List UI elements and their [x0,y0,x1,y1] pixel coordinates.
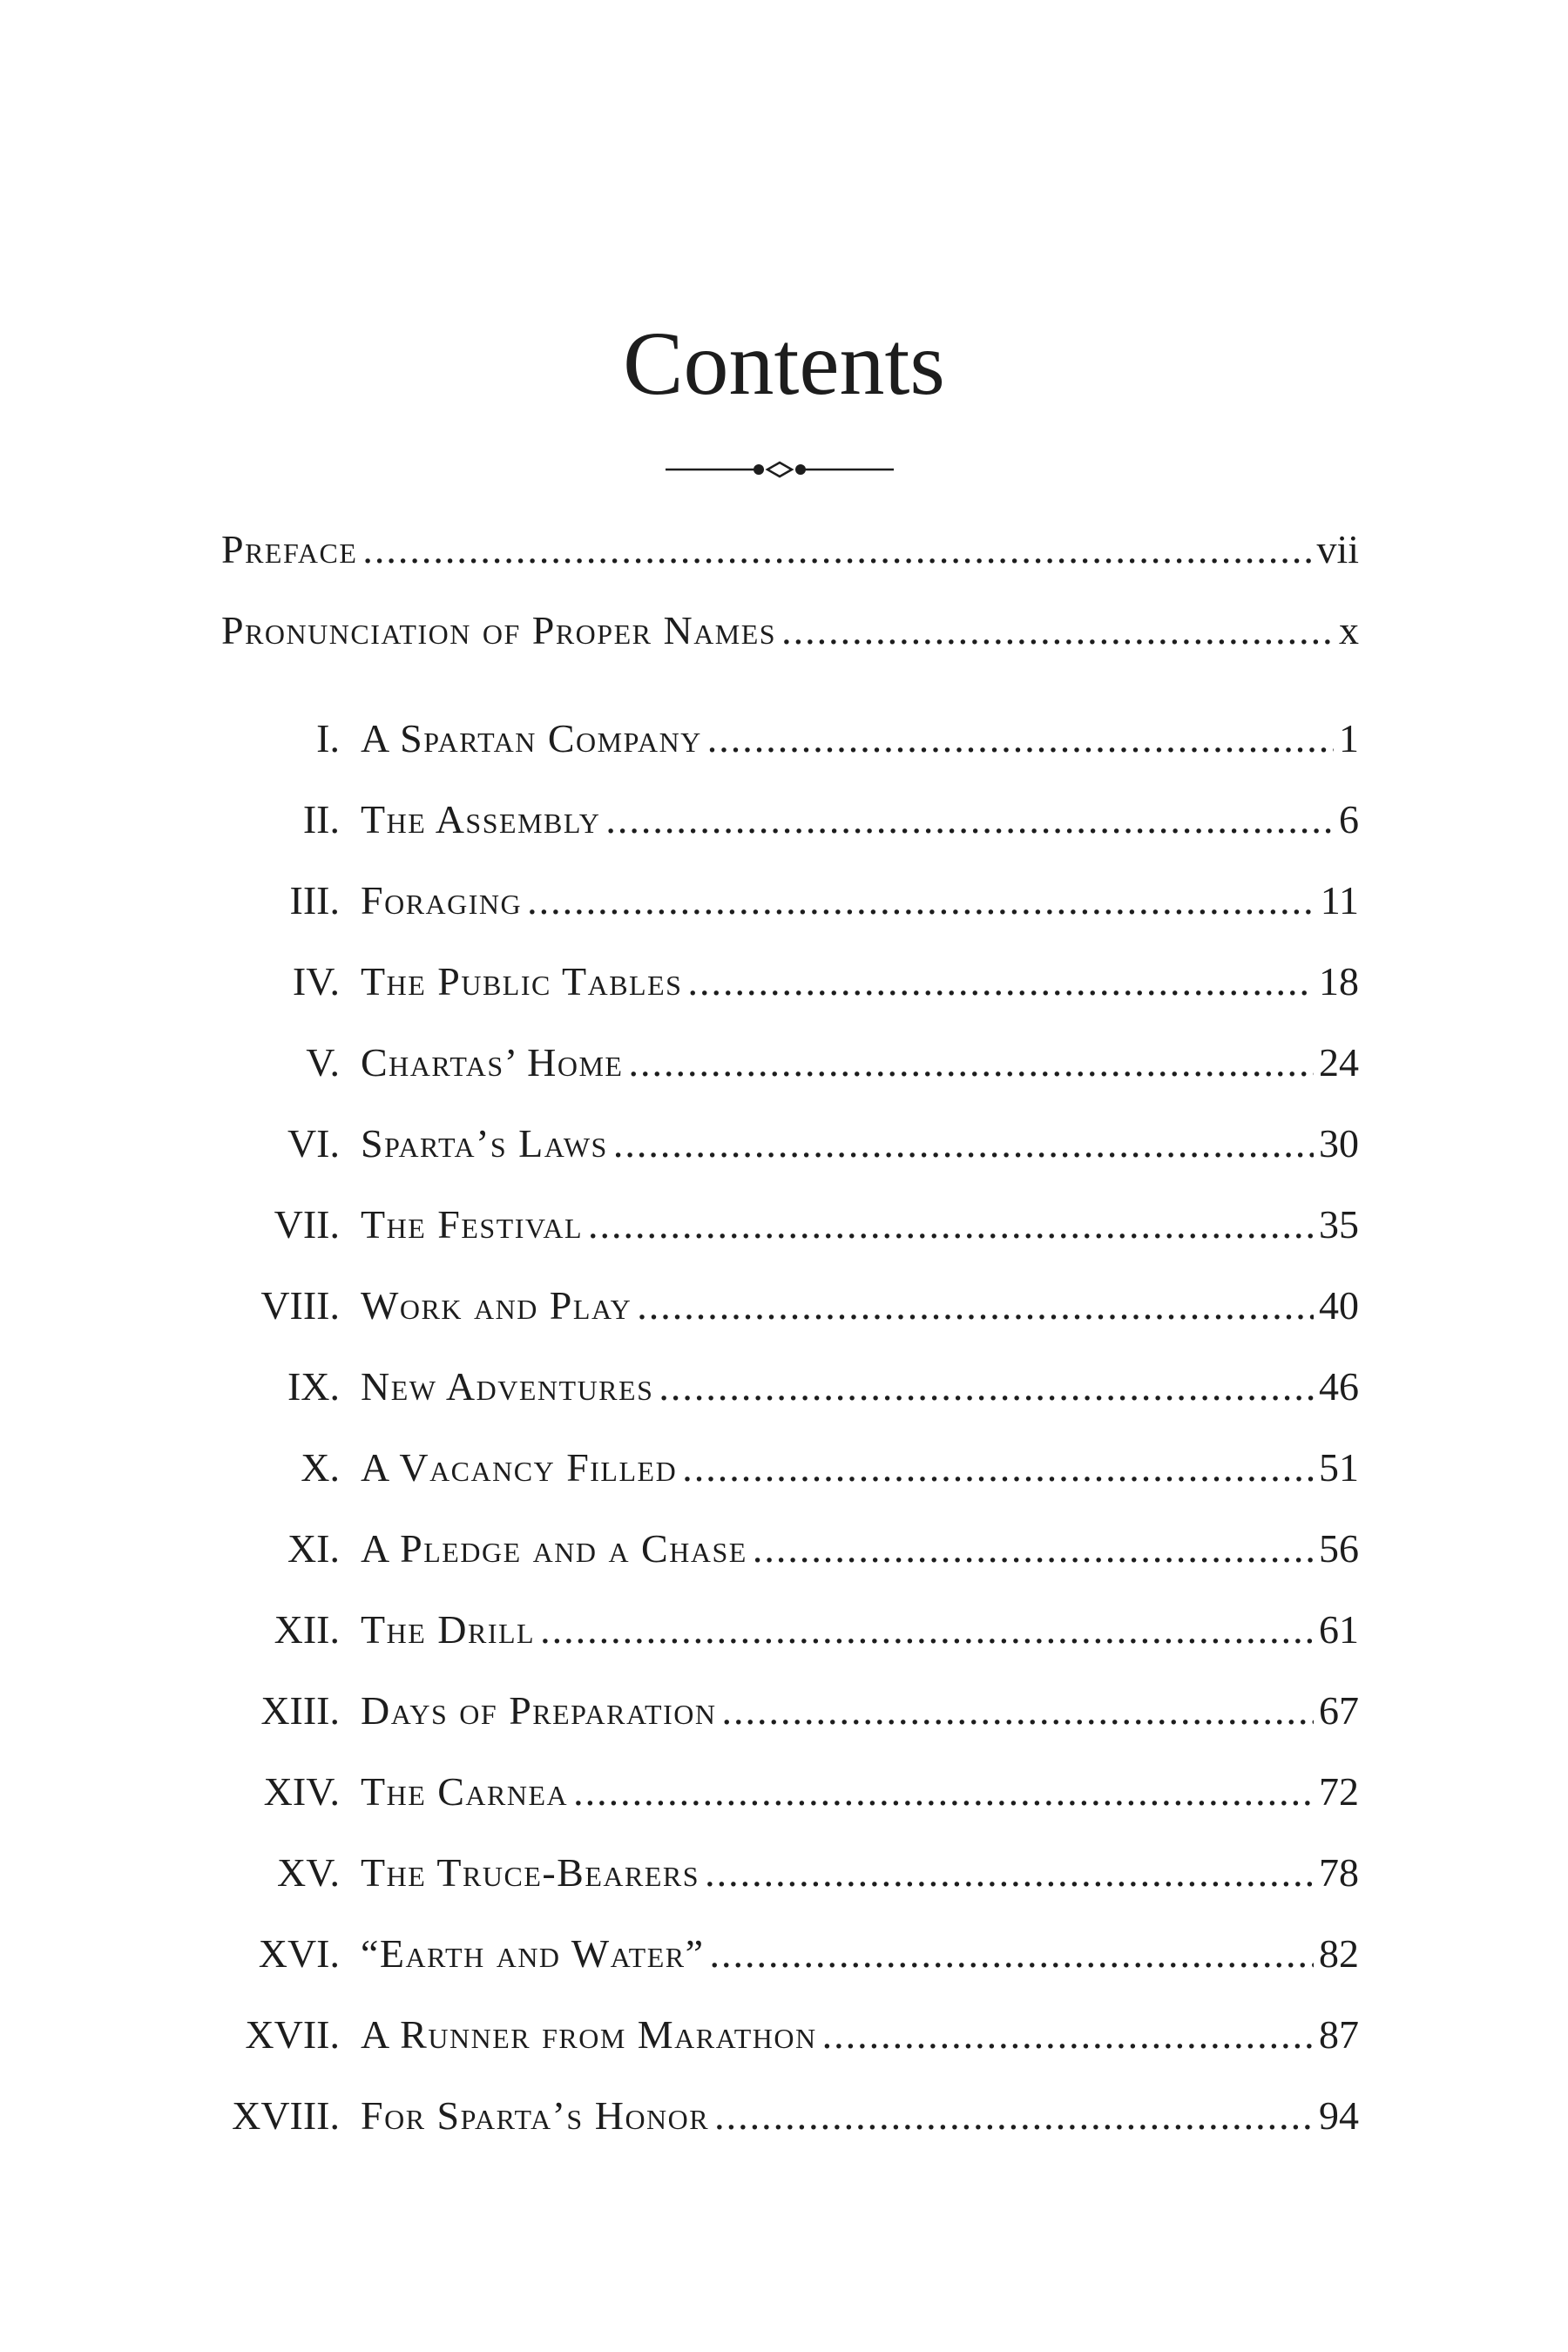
toc-chapter-entry[interactable] [0,710,1568,767]
toc-chapter-entry[interactable] [0,1844,1568,1902]
chapter-page: 30 [1319,1121,1359,1166]
chapter-title: “Earth and Water” [361,1931,705,1976]
toc-chapter-entry[interactable] [0,791,1568,848]
dot-leader [573,1763,1314,1821]
chapter-page: 1 [1339,716,1359,760]
toc-chapter-entry[interactable] [0,1277,1568,1335]
chapter-page: 61 [1319,1607,1359,1652]
chapter-numeral: III. [289,878,340,923]
chapter-page: 87 [1319,2012,1359,2057]
toc-chapter-entry[interactable] [0,1520,1568,1578]
chapter-page: 6 [1339,797,1359,841]
dot-leader [705,1844,1314,1902]
chapter-numeral: XVI. [258,1931,340,1976]
toc-chapter-entry[interactable] [0,1601,1568,1659]
chapter-numeral: VI. [287,1121,340,1166]
chapter-page: 40 [1319,1283,1359,1328]
dot-leader [721,1682,1314,1740]
chapter-title: The Drill [361,1607,536,1652]
toc-chapter-entry[interactable] [0,2087,1568,2145]
chapter-page: 78 [1319,1850,1359,1895]
dot-leader [637,1277,1314,1335]
chapter-numeral: X. [301,1445,340,1490]
chapter-title: The Festival [361,1202,584,1247]
dot-leader [714,2087,1314,2145]
page-title: Contents [623,314,945,414]
toc-chapter-entry[interactable] [0,1115,1568,1173]
chapter-page: 35 [1319,1202,1359,1247]
dot-leader [682,1439,1314,1497]
chapter-page: 72 [1319,1769,1359,1814]
toc-chapter-entry[interactable] [0,872,1568,929]
toc-entry-label: Pronunciation of Proper Names [221,608,777,652]
chapter-title: Chartas’ Home [361,1040,624,1085]
toc-chapter-entry[interactable] [0,1034,1568,1092]
dot-leader [540,1601,1314,1659]
chapter-numeral: IX. [287,1364,340,1409]
toc-chapter-entry[interactable] [0,1358,1568,1416]
dot-leader [687,953,1314,1010]
chapter-title: New Adventures [361,1364,654,1409]
chapter-title: A Runner from Marathon [361,2012,817,2057]
dot-leader [362,521,1311,578]
chapter-page: 67 [1319,1688,1359,1733]
dot-leader [605,791,1334,848]
dot-leader [710,1925,1314,1983]
chapter-numeral: VII. [274,1202,340,1247]
chapter-page: 46 [1319,1364,1359,1409]
chapter-title: The Assembly [361,797,601,841]
dot-leader [753,1520,1314,1578]
toc-chapter-entry[interactable] [0,1196,1568,1254]
toc-entry-pronunciation[interactable] [0,602,1568,659]
toc-chapter-entry[interactable] [0,1439,1568,1497]
chapter-title: The Carnea [361,1769,569,1814]
dot-leader [707,710,1334,767]
chapter-title: The Truce-Bearers [361,1850,700,1895]
chapter-numeral: XIV. [263,1769,340,1814]
chapter-title: The Public Tables [361,959,683,1004]
dot-leader [613,1115,1314,1173]
chapter-page: 18 [1319,959,1359,1004]
chapter-page: 24 [1319,1040,1359,1085]
chapter-numeral: I. [316,716,340,760]
toc-entry-page: vii [1316,527,1359,571]
chapter-page: 94 [1319,2093,1359,2138]
chapter-title: A Pledge and a Chase [361,1526,747,1571]
chapter-title: For Sparta’s Honor [361,2093,710,2138]
toc-chapter-entry[interactable] [0,953,1568,1010]
chapter-numeral: VIII. [260,1283,340,1328]
chapter-numeral: V. [306,1040,340,1085]
chapter-page: 51 [1319,1445,1359,1490]
chapter-numeral: XII. [274,1607,340,1652]
chapter-page: 82 [1319,1931,1359,1976]
chapter-title: Foraging [361,878,523,923]
toc-chapter-entry[interactable] [0,2006,1568,2064]
dot-leader [628,1034,1314,1092]
chapter-title: Sparta’s Laws [361,1121,608,1166]
toc-entry-page: x [1339,608,1359,652]
chapter-numeral: IV. [292,959,340,1004]
chapter-numeral: XV. [276,1850,340,1895]
chapter-numeral: II. [302,797,340,841]
chapter-title: A Spartan Company [361,716,702,760]
toc-entry-label: Preface [221,527,358,571]
toc-chapter-entry[interactable] [0,1925,1568,1983]
dot-leader [588,1196,1314,1254]
chapter-page: 56 [1319,1526,1359,1571]
chapter-title: A Vacancy Filled [361,1445,678,1490]
toc-chapter-entry[interactable] [0,1682,1568,1740]
toc-entry-preface[interactable] [0,521,1568,578]
chapter-title: Days of Preparation [361,1688,717,1733]
dot-leader [822,2006,1314,2064]
chapter-numeral: XIII. [260,1688,340,1733]
dot-leader [659,1358,1314,1416]
chapter-numeral: XI. [287,1526,340,1571]
dot-leader [527,872,1315,929]
chapter-numeral: XVIII. [232,2093,340,2138]
chapter-numeral: XVII. [245,2012,340,2057]
dot-leader [781,602,1334,659]
toc-chapter-entry[interactable] [0,1763,1568,1821]
chapter-title: Work and Play [361,1283,632,1328]
chapter-page: 11 [1320,878,1359,923]
